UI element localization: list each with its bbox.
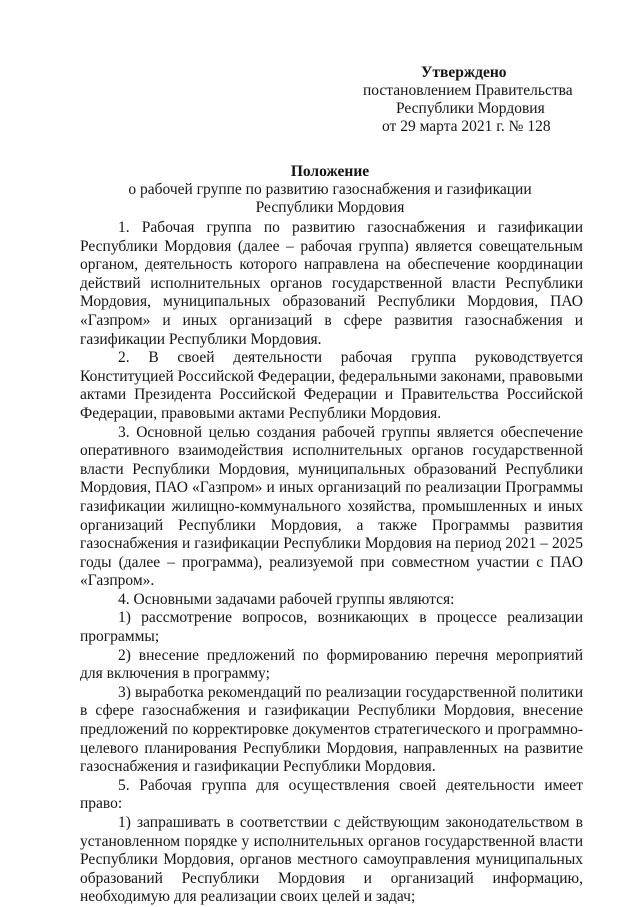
document-body (80, 219, 583, 907)
paragraph-4-item-1: 1) рассмотрение вопросов, возникающих в процессе реализации программы; (80, 609, 583, 646)
paragraph-4-item-3: 3) выработка рекомендаций по реализации государственной политики в сфере газоснабжения и газификации Республики Мордовия, внесение предложений по корректировке документов стратегического и программно-целевого планирования Республики Мордовия, направленных на развитие газоснабжения и газификации Республики Мордовия. (80, 683, 583, 776)
paragraph-1: 1. Рабочая группа по развитию газоснабжения и газификации Республики Мордовия (далее – рабочая группа) является совещательным органом, деятельность которого направлена на обеспечение координации действий исполнительных органов государственной власти Республики Мордовия, муниципальных образований Республики Мордовия, ПАО «Газпром» и иных организаций в сфере развития газоснабжения и газификации Республики Мордовия. (80, 219, 583, 348)
paragraph-5-item-1: 1) запрашивать в соответствии с действующим законодательством в установленном порядке у исполнительных органов государственной власти Республики Мордовия, органов местного самоуправления муниципальных образований Республики Мордовия и организаций информацию, необходимую для реализации своих целей и задач; (80, 814, 583, 906)
paragraph-4: 4. Основными задачами рабочей группы являются: (118, 590, 455, 608)
paragraph-4-item-2: 2) внесение предложений по формированию перечня мероприятий для включения в программу; (80, 646, 583, 683)
approval-line-date: от 29 марта 2021 г. № 128 (382, 118, 551, 135)
title-heading: Положение (290, 163, 370, 180)
approval-stamp (360, 64, 580, 136)
title-republic: Республики Мордовия (255, 199, 405, 216)
document-title (80, 163, 580, 217)
approval-line-republic: Республики Мордовия (396, 100, 545, 117)
title-subject: о рабочей группе по развитию газоснабжения и газификации (128, 181, 532, 198)
approval-heading: Утверждено (421, 64, 507, 81)
paragraph-2: 2. В своей деятельности рабочая группа руководствуется Конституцией Российской Федерации, федеральными законами, правовыми актами Президента Российской Федерации и Правительства Российской Федерации, правовыми актами Республики Мордовия. (80, 349, 583, 422)
paragraph-3: 3. Основной целью создания рабочей группы является обеспечение оперативного взаимодействия исполнительных органов государственной власти Республики Мордовия, муниципальных образований Республики Мордовия, ПАО «Газпром» и иных организаций по реализации Программы газификации жилищно-коммунального хозяйства, промышленных и иных организаций Республики Мордовия, а также Программы развития газоснабжения и газификации Республики Мордовия на период 2021 – 2025 годы (далее – программа), реализуемой при совместном участии с ПАО «Газпром». (80, 423, 583, 590)
approval-line-resolution: постановлением Правительства (363, 82, 573, 99)
paragraph-5: 5. Рабочая группа для осуществления своей деятельности имеет право: (80, 776, 583, 813)
